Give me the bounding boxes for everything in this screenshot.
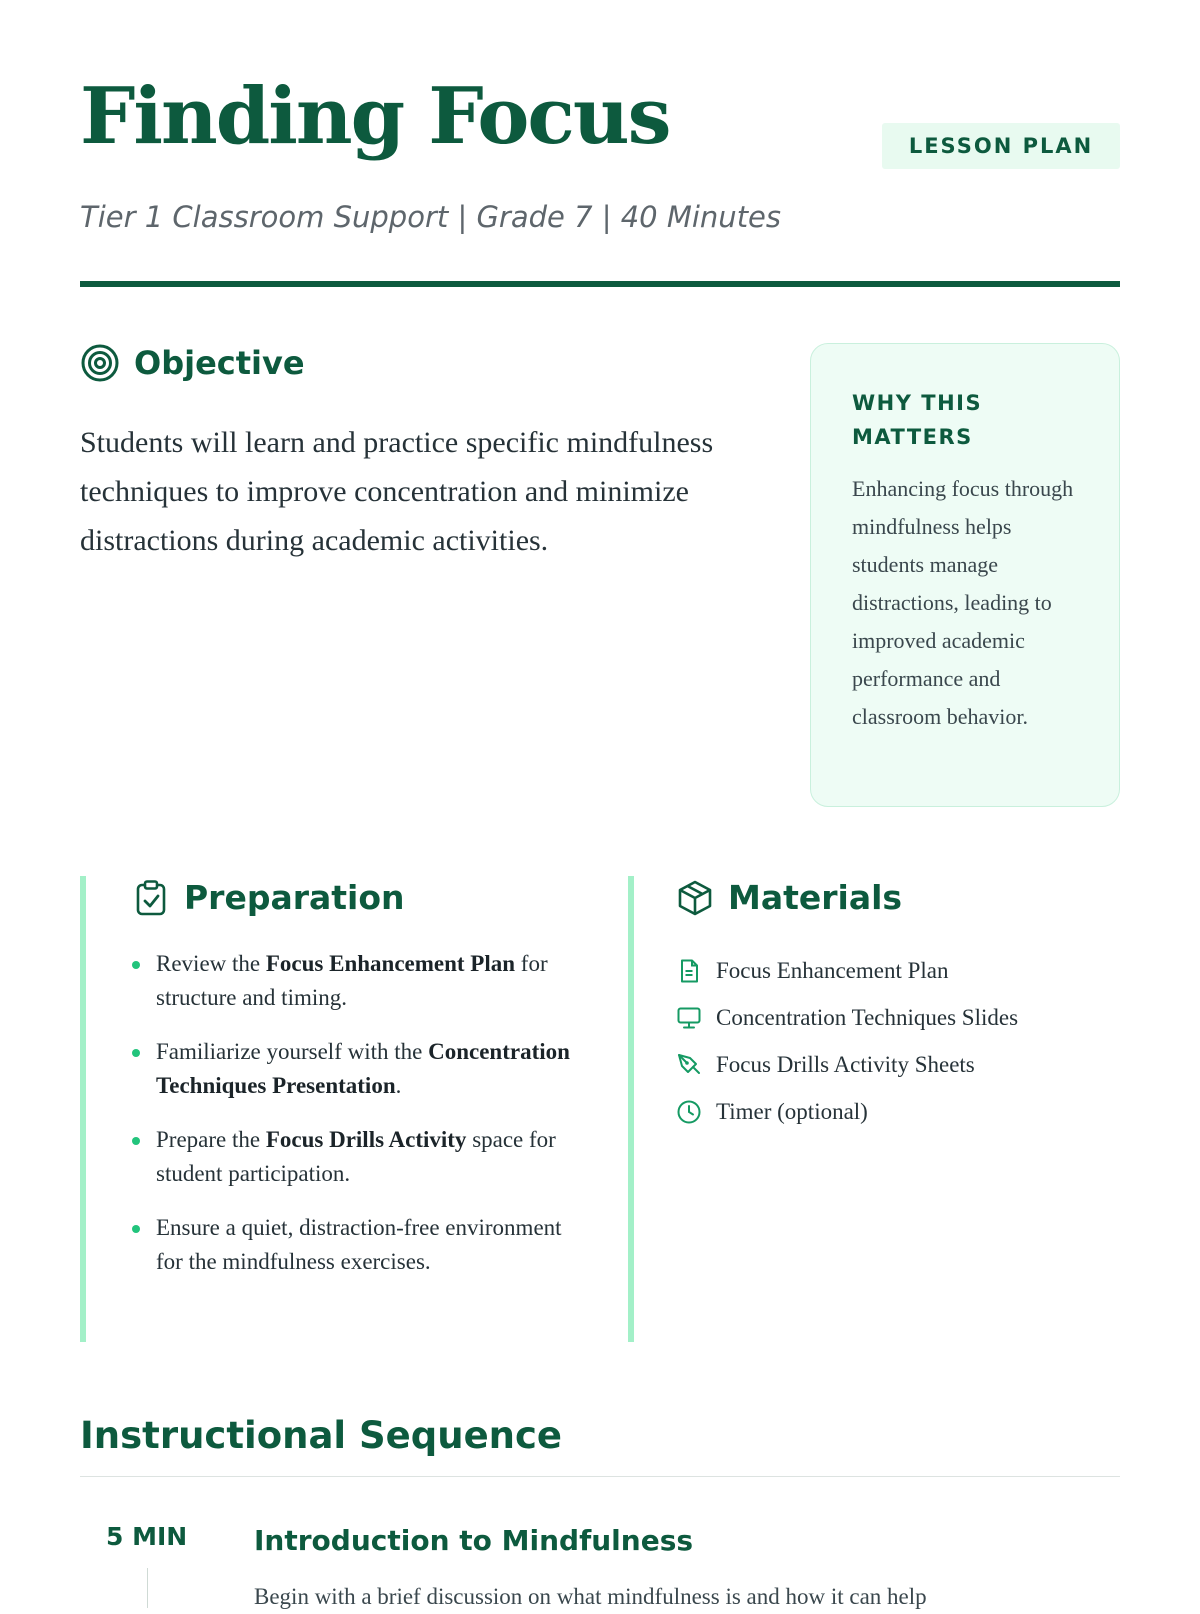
timeline-line — [147, 1568, 148, 1608]
clipboard-check-icon — [132, 879, 170, 917]
material-item: Focus Drills Activity Sheets — [676, 1041, 1120, 1088]
target-icon — [80, 343, 120, 383]
material-item: Focus Enhancement Plan — [676, 947, 1120, 994]
materials-heading-row — [676, 878, 1120, 917]
monitor-icon — [676, 1005, 702, 1031]
materials-heading: Materials — [728, 878, 903, 917]
material-item: Timer (optional) — [676, 1088, 1120, 1135]
preparation-item: Familiarize yourself with the Concentration Techniques Presentation. — [132, 1035, 586, 1103]
document-icon — [676, 958, 702, 984]
materials-list — [676, 947, 1120, 1135]
objective-heading-row — [80, 343, 305, 383]
page-title: Finding Focus — [80, 71, 670, 162]
preparation-item: Prepare the Focus Drills Activity space for student participation. — [132, 1123, 586, 1191]
why-this-matters-text: Enhancing focus through mindfulness helps students manage distractions, leading to improved academic performance and classroom behavior. — [852, 476, 1074, 729]
pen-tool-icon — [676, 1052, 702, 1078]
preparation-list — [132, 947, 570, 1279]
page-subtitle: Tier 1 Classroom Support | Grade 7 | 40 Minutes — [80, 200, 782, 234]
lesson-plan-badge: LESSON PLAN — [882, 123, 1120, 169]
step-duration: 5 MIN — [106, 1522, 188, 1551]
preparation-item: Ensure a quiet, distraction-free environment for the mindfulness exercises. — [132, 1211, 586, 1279]
materials-section — [628, 876, 1120, 1342]
preparation-heading: Preparation — [184, 878, 405, 917]
why-this-matters-callout — [810, 343, 1120, 807]
step-title: Introduction to Mindfulness — [254, 1524, 694, 1557]
step-description: Begin with a brief discussion on what mindfulness is and how it can help — [254, 1584, 927, 1609]
header-divider — [80, 281, 1120, 287]
clock-icon — [676, 1099, 702, 1125]
material-item: Concentration Techniques Slides — [676, 994, 1120, 1041]
preparation-section — [80, 876, 570, 1342]
package-icon — [676, 879, 714, 917]
instructional-sequence-heading: Instructional Sequence — [80, 1414, 563, 1457]
preparation-item: Review the Focus Enhancement Plan for structure and timing. — [132, 947, 586, 1015]
lesson-plan-page — [80, 0, 1120, 1609]
objective-text: Students will learn and practice specific mindfulness techniques to improve concentration and minimize distractions during academic activities. — [80, 426, 714, 557]
why-this-matters-title: WHY THIS MATTERS — [852, 391, 983, 449]
objective-heading: Objective — [134, 344, 305, 382]
preparation-heading-row — [132, 878, 570, 917]
sequence-divider — [80, 1476, 1120, 1477]
